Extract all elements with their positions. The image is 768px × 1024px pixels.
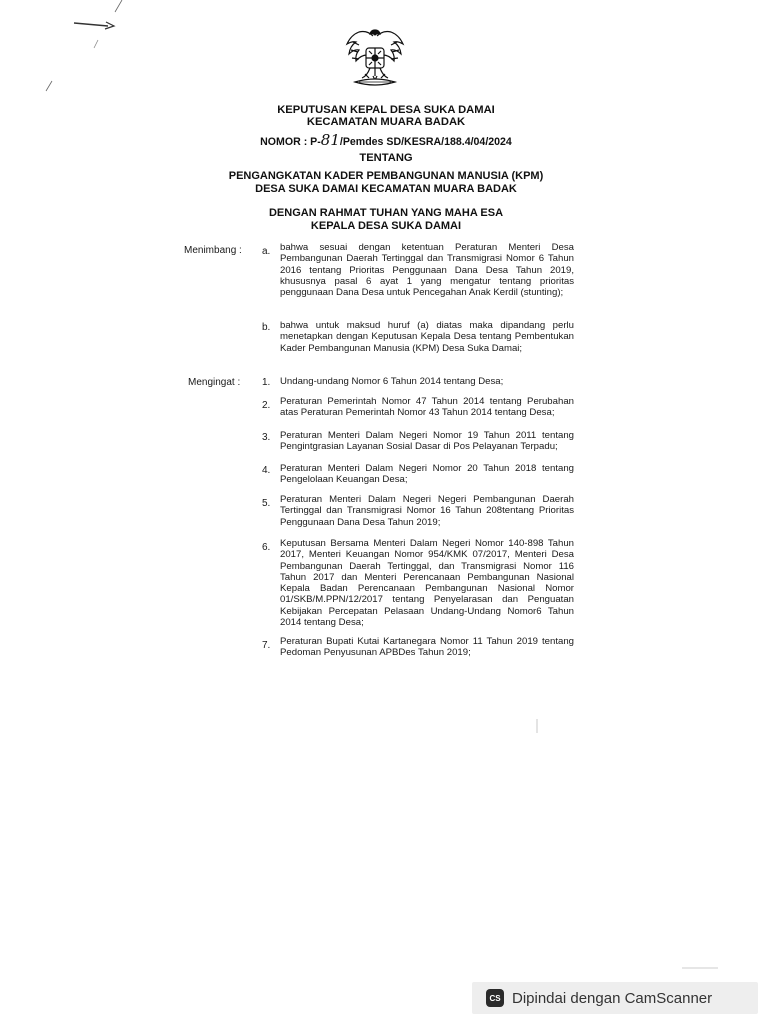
decree-subject-line1: PENGANGKATAN KADER PEMBANGUNAN MANUSIA (KPM) (228, 170, 544, 182)
menimbang-item: bahwa untuk maksud huruf (a) diatas maka dipandang perlu menetapkan dengan Keputusan Kepala Desa tentang Pembentukan Kader Pembangunan Manusia (KPM) Desa Suka Damai; (280, 320, 574, 354)
decree-number-prefix: NOMOR : P- (260, 136, 321, 148)
decree-number-handwritten: 81 (320, 131, 340, 149)
list-marker: 6. (262, 542, 271, 553)
camscanner-icon: CS (486, 989, 504, 1007)
list-marker: 4. (262, 465, 271, 476)
mengingat-item: Keputusan Bersama Menteri Dalam Negeri Nomor 140-898 Tahun 2017, Menteri Keuangan Nomor 954/KMK 07/2017, Menteri Desa Pembangunan Daerah Tertinggal, dan Transmigrasi Nomor 116 Tahun 2017 dan Menteri Perencanaan Pembangunan Nasional Kepala Badan Perencanaan Pembangunan Nasional Nomor 01/SKB/M.PPN/12/2017 tentang Penyelarasan dan Penguatan Kebijakan Percepatan Pelasaan Undang-Undang Nomor6 Tahun 2014 tentang Desa; (280, 538, 574, 629)
list-marker: a. (262, 246, 271, 257)
decree-subject-line2: DESA SUKA DAMAI KECAMATAN MUARA BADAK (255, 182, 517, 195)
rahmat-line2: KEPALA DESA SUKA DAMAI (310, 219, 462, 232)
garuda-emblem (343, 26, 407, 92)
rahmat-heading (120, 207, 652, 232)
list-marker: 3. (262, 432, 271, 443)
mengingat-item: Peraturan Menteri Dalam Negeri Nomor 19 Tahun 2011 tentang Pengintgrasian Layanan Sosial Dasar di Pos Pelayanan Terpadu; (280, 430, 574, 453)
mengingat-item: Peraturan Menteri Dalam Negeri Nomor 20 Tahun 2018 tentang Pengelolaan Keuangan Desa; (280, 463, 574, 486)
menimbang-item: bahwa sesuai dengan ketentuan Peraturan Menteri Desa Pembangunan Daerah Tertinggal dan Transmigrasi Nomor 6 Tahun 2016 tentang Prioritas Penggunaan Dana Desa Tahun 2019, khususnya pasal 6 ayat 1 yang mengatur tentang prioritas penggunaan Dana Desa untuk Pencegahan Anak Kerdil (stunting); (280, 242, 574, 299)
mengingat-item: Undang-undang Nomor 6 Tahun 2014 tentang Desa; (280, 376, 504, 387)
decree-number (120, 131, 652, 149)
decree-title-line2: KECAMATAN MUARA BADAK (306, 116, 466, 128)
tentang-heading: TENTANG (359, 152, 413, 164)
mengingat-item: Peraturan Bupati Kutai Kartanegara Nomor 11 Tahun 2019 tentang Pedoman Penyusunan APBDes Tahun 2019; (280, 636, 574, 659)
list-marker: 5. (262, 498, 271, 509)
camscanner-watermark (472, 982, 758, 1014)
list-marker: 2. (262, 400, 271, 411)
scan-artifact (44, 78, 56, 94)
menimbang-label: Menimbang : (184, 245, 242, 256)
scan-artifact (680, 965, 720, 971)
scan-artifact (534, 718, 540, 736)
decree-subject (120, 170, 652, 195)
mengingat-label: Mengingat : (188, 377, 241, 388)
mengingat-item: Peraturan Menteri Dalam Negeri Negeri Pembangunan Daerah Tertinggal dan Transmigrasi Nomor 16 Tahun 208tentang Prioritas Penggunaan Dana Desa Tahun 2019; (280, 494, 574, 528)
list-marker: b. (262, 322, 271, 333)
rahmat-line1: DENGAN RAHMAT TUHAN YANG MAHA ESA (268, 207, 504, 219)
mengingat-item: Peraturan Pemerintah Nomor 47 Tahun 2014 tentang Perubahan atas Peraturan Pemerintah Nomor 43 Tahun 2014 tentang Desa; (280, 396, 574, 419)
decree-number-suffix: /Pemdes SD/KESRA/188.4/04/2024 (339, 136, 512, 148)
camscanner-text: Dipindai dengan CamScanner (512, 989, 713, 1007)
decree-title-line1: KEPUTUSAN KEPAL DESA SUKA DAMAI (277, 104, 495, 116)
scan-artifact (70, 0, 130, 95)
decree-title (120, 104, 652, 128)
list-marker: 7. (262, 640, 271, 651)
list-marker: 1. (262, 377, 271, 388)
